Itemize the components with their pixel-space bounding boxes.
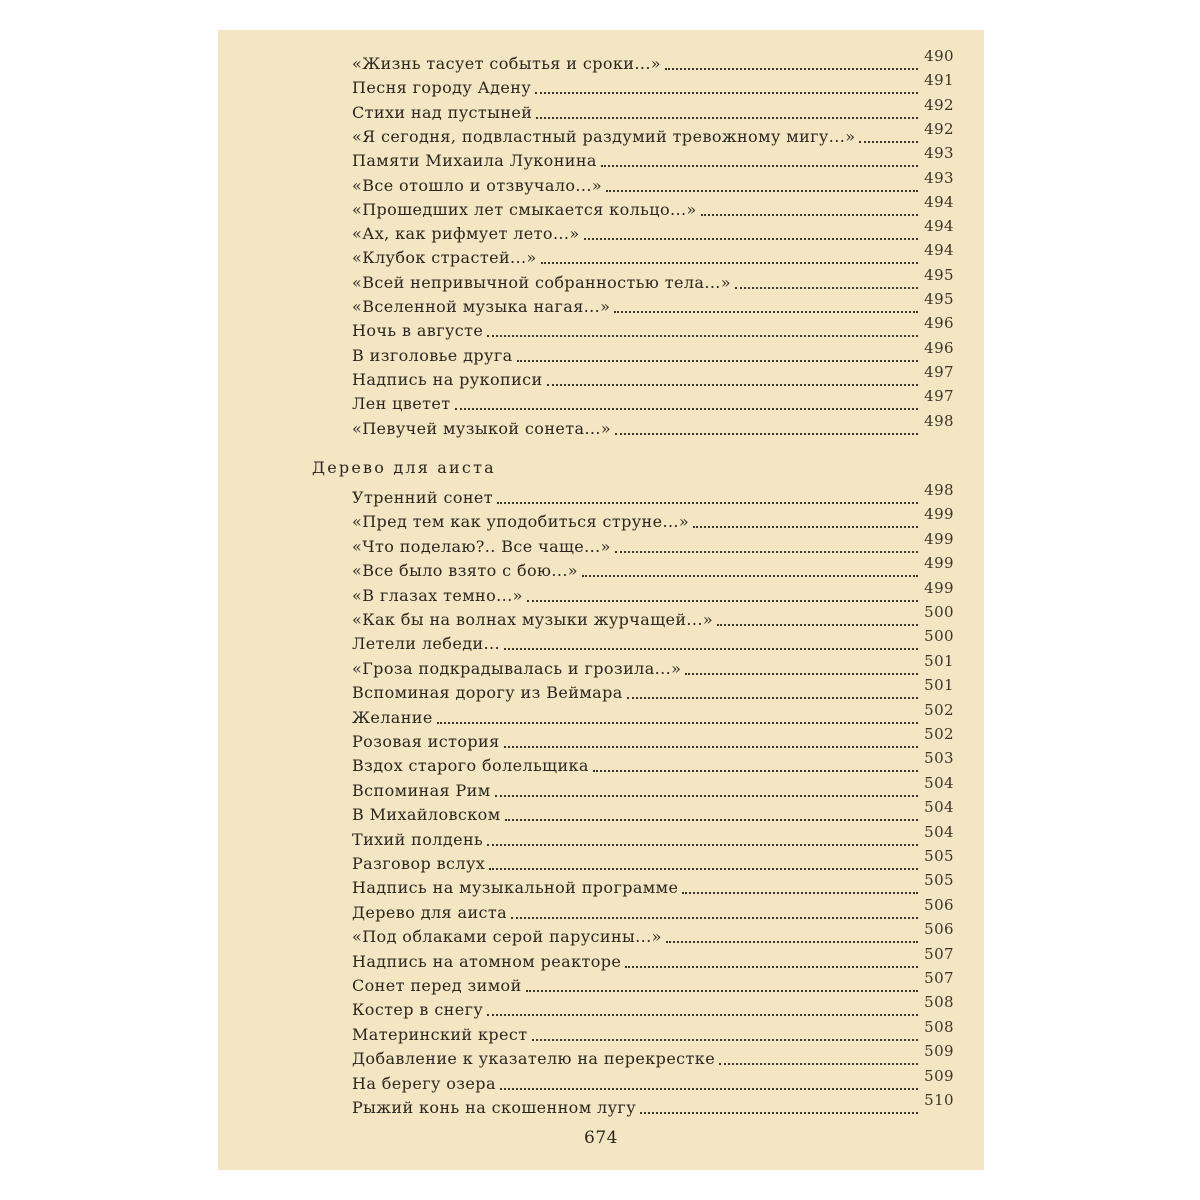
toc-entry — [352, 217, 954, 244]
toc-entry — [352, 969, 954, 996]
toc-entry-page: 493 — [924, 168, 954, 187]
toc-entry — [352, 481, 954, 508]
toc-entry-title: «Все отошло и отзвучало...» — [352, 175, 603, 195]
dot-leader — [859, 141, 918, 143]
toc-entry-page: 507 — [924, 944, 954, 963]
toc-entry-title: Надпись на атомном реакторе — [352, 951, 622, 971]
dot-leader — [615, 433, 918, 435]
toc-entry — [352, 920, 954, 947]
dot-leader — [532, 1039, 919, 1041]
toc-entry — [352, 314, 954, 341]
toc-entry-title: «Как бы на волнах музыки журчащей...» — [352, 610, 714, 629]
toc-entry — [352, 895, 954, 923]
dot-leader — [735, 287, 918, 289]
section-heading: Дерево для аиста — [312, 458, 496, 477]
toc-entry-title: Тихий полдень — [352, 829, 484, 849]
toc-entry-page: 510 — [924, 1091, 954, 1109]
toc-entry-title: Добавление к указателю на перекрестке — [352, 1049, 716, 1069]
toc-entry — [352, 578, 954, 606]
dot-leader — [489, 868, 918, 870]
toc-entry-page: 508 — [924, 1017, 954, 1036]
toc-entry-page: 501 — [924, 676, 954, 695]
dot-leader — [614, 311, 918, 313]
toc-entry-page: 494 — [924, 192, 954, 211]
toc-entry — [352, 95, 954, 123]
toc-entry — [352, 119, 954, 147]
toc-entry-page: 504 — [924, 773, 954, 792]
toc-entry — [352, 700, 954, 728]
toc-entry — [352, 387, 954, 414]
toc-entry — [352, 993, 954, 1020]
dot-leader — [593, 770, 918, 772]
toc-entry-title: Материнский крест — [352, 1024, 528, 1044]
toc-entry-page: 498 — [924, 411, 954, 430]
dot-leader — [666, 941, 918, 943]
toc-entry-title: Памяти Михаила Луконина — [352, 151, 597, 171]
toc-entry-title: Песня городу Адену — [352, 78, 532, 98]
toc-entry-page: 503 — [924, 749, 954, 768]
toc-entry-page: 500 — [924, 603, 954, 621]
dot-leader — [495, 795, 919, 797]
dot-leader — [536, 117, 918, 119]
toc-entry-page: 505 — [924, 871, 954, 890]
toc-entry-page: 494 — [924, 217, 954, 236]
toc-entry — [352, 47, 954, 74]
dot-leader — [541, 262, 918, 264]
toc-entry-title: На берегу озера — [352, 1073, 496, 1093]
toc-entry — [352, 362, 954, 390]
toc-entry-page: 496 — [924, 338, 954, 357]
dot-leader — [701, 214, 919, 216]
toc-entry-title: В Михайловском — [352, 805, 501, 825]
toc-entry-page: 496 — [924, 314, 954, 333]
dot-leader — [505, 819, 919, 821]
dot-leader — [584, 238, 919, 240]
toc-entry-page: 499 — [924, 505, 954, 524]
dot-leader — [685, 673, 918, 675]
toc-entry — [352, 798, 954, 825]
toc-entry-title: Летели лебеди... — [352, 634, 500, 654]
dot-leader — [606, 190, 918, 192]
dot-leader — [487, 1014, 918, 1016]
toc-entry-title: Розовая история — [352, 732, 500, 751]
dot-leader — [665, 68, 918, 70]
toc-entry — [352, 1066, 954, 1094]
dot-leader — [693, 526, 918, 528]
toc-entry-title: «Пред тем как уподобиться струне...» — [352, 512, 690, 532]
toc-entry — [352, 192, 954, 220]
toc-entry-page: 497 — [924, 387, 954, 406]
dot-leader — [625, 966, 918, 968]
toc-entry — [352, 265, 954, 293]
toc-entry-title: «Певучей музыкой сонета...» — [352, 418, 612, 438]
toc-entry-title: Надпись на рукописи — [352, 369, 543, 389]
toc-entry-title: Лен цветет — [352, 394, 451, 414]
toc-entry-page: 492 — [924, 95, 954, 114]
toc-entry-page: 506 — [924, 920, 954, 939]
toc-entry — [352, 144, 954, 171]
toc-entry — [352, 676, 954, 703]
toc-entry-page: 507 — [924, 969, 954, 987]
toc-entry — [352, 338, 954, 366]
book-page — [218, 30, 984, 1170]
toc-entry-page: 504 — [924, 822, 954, 841]
toc-entry-title: «Гроза подкрадывалась и грозила...» — [352, 658, 682, 678]
page-number: 674 — [584, 1128, 618, 1148]
toc-entry-title: «Прошедших лет смыкается кольцо...» — [352, 199, 697, 219]
dot-leader — [615, 551, 918, 553]
toc-entry-title: Рыжий конь на скошенном лугу — [352, 1098, 637, 1117]
toc-entry — [352, 749, 954, 776]
dot-leader — [719, 1063, 918, 1065]
toc-entry — [352, 773, 954, 801]
dot-leader — [526, 990, 918, 992]
toc-entry — [352, 554, 954, 581]
dot-leader — [535, 92, 918, 94]
toc-entry — [352, 241, 954, 268]
toc-entry-title: «Я сегодня, подвластный раздумий тревожному мигу...» — [352, 126, 856, 146]
toc-entry — [352, 1042, 954, 1069]
dot-leader — [500, 1088, 918, 1090]
dot-leader — [517, 360, 919, 362]
toc-entry-page: 497 — [924, 362, 954, 381]
toc-entry — [352, 71, 954, 98]
toc-entry — [352, 725, 954, 752]
toc-entry-title: Костер в снегу — [352, 1000, 484, 1020]
toc-entry-page: 506 — [924, 895, 954, 914]
toc-entry-title: «Ах, как рифмует лето...» — [352, 224, 580, 244]
toc-entry-page: 494 — [924, 241, 954, 260]
dot-leader — [717, 624, 918, 626]
toc-entry-page: 508 — [924, 993, 954, 1012]
toc-entry-page: 501 — [924, 651, 954, 670]
toc-entry-title: Вспоминая дорогу из Веймара — [352, 683, 623, 703]
toc-entry-title: Стихи над пустыней — [352, 102, 533, 122]
toc-entry-page: 504 — [924, 798, 954, 817]
toc-entry-page: 500 — [924, 627, 954, 646]
toc-entry-title: В изголовье друга — [352, 345, 513, 365]
toc-entry-page: 505 — [924, 847, 954, 865]
dot-leader — [640, 1112, 918, 1114]
toc-entry-page: 499 — [924, 554, 954, 573]
dot-leader — [527, 600, 918, 602]
toc-entry — [352, 1091, 954, 1118]
toc-entry-page: 490 — [924, 47, 954, 65]
toc-entry — [352, 627, 954, 654]
toc-entry-title: Вздох старого болельщика — [352, 756, 589, 776]
toc-entry-title: «Клубок страстей...» — [352, 248, 537, 268]
toc-entry-title: «Жизнь тасует событья и сроки...» — [352, 54, 661, 73]
toc-entry — [352, 411, 954, 439]
toc-entry-title: Надпись на музыкальной программе — [352, 878, 679, 898]
toc-entry-title: Ночь в августе — [352, 321, 484, 341]
toc-entry-page: 493 — [924, 144, 954, 163]
toc-entry-title: Дерево для аиста — [352, 902, 508, 922]
toc-entry-title: Вспоминая Рим — [352, 780, 491, 800]
toc-entry — [352, 822, 954, 850]
dot-leader — [627, 697, 918, 699]
toc-entry-title: Утренний сонет — [352, 488, 494, 507]
dot-leader — [497, 502, 918, 504]
dot-leader — [582, 575, 918, 577]
toc-entry — [352, 290, 954, 317]
toc-entry-title: «Вселенной музыка нагая...» — [352, 297, 611, 316]
toc-entry-title: «Под облаками серой парусины...» — [352, 927, 662, 947]
dot-leader — [487, 335, 918, 337]
toc-entry-page: 499 — [924, 578, 954, 597]
toc-entry-page: 495 — [924, 290, 954, 308]
dot-leader — [601, 165, 918, 167]
toc-entry-title: «Что поделаю?.. Все чаще...» — [352, 536, 611, 556]
toc-entry — [352, 944, 954, 972]
dot-leader — [547, 384, 919, 386]
toc-entry-title: «В глазах темно...» — [352, 585, 523, 605]
toc-entry-page: 502 — [924, 700, 954, 719]
toc-entry — [352, 1017, 954, 1045]
toc-entry-title: Сонет перед зимой — [352, 976, 522, 995]
dot-leader — [437, 722, 918, 724]
toc-entry — [352, 529, 954, 557]
dot-leader — [487, 844, 918, 846]
dot-leader — [504, 648, 918, 650]
toc-entry-title: Разговор вслух — [352, 854, 486, 873]
dot-leader — [511, 917, 918, 919]
toc-entry-page: 498 — [924, 481, 954, 499]
toc-entry — [352, 603, 954, 630]
toc-entry — [352, 651, 954, 679]
toc-entry-title: «Всей непривычной собранностью тела...» — [352, 272, 731, 292]
toc-entry-page: 502 — [924, 725, 954, 743]
toc-entry-title: Желание — [352, 707, 433, 727]
toc-entry-page: 509 — [924, 1066, 954, 1085]
toc-entry-page: 499 — [924, 529, 954, 548]
toc-entry — [352, 871, 954, 898]
toc-entry-page: 509 — [924, 1042, 954, 1061]
dot-leader — [682, 892, 918, 894]
toc-entry — [352, 168, 954, 196]
dot-leader — [455, 408, 919, 410]
toc-entry — [352, 847, 954, 874]
toc-entry-page: 491 — [924, 71, 954, 90]
toc-entry-title: «Все было взято с бою...» — [352, 561, 578, 581]
toc-entry — [352, 505, 954, 532]
toc-entry-page: 492 — [924, 119, 954, 138]
toc-entry-page: 495 — [924, 265, 954, 284]
dot-leader — [504, 746, 919, 748]
